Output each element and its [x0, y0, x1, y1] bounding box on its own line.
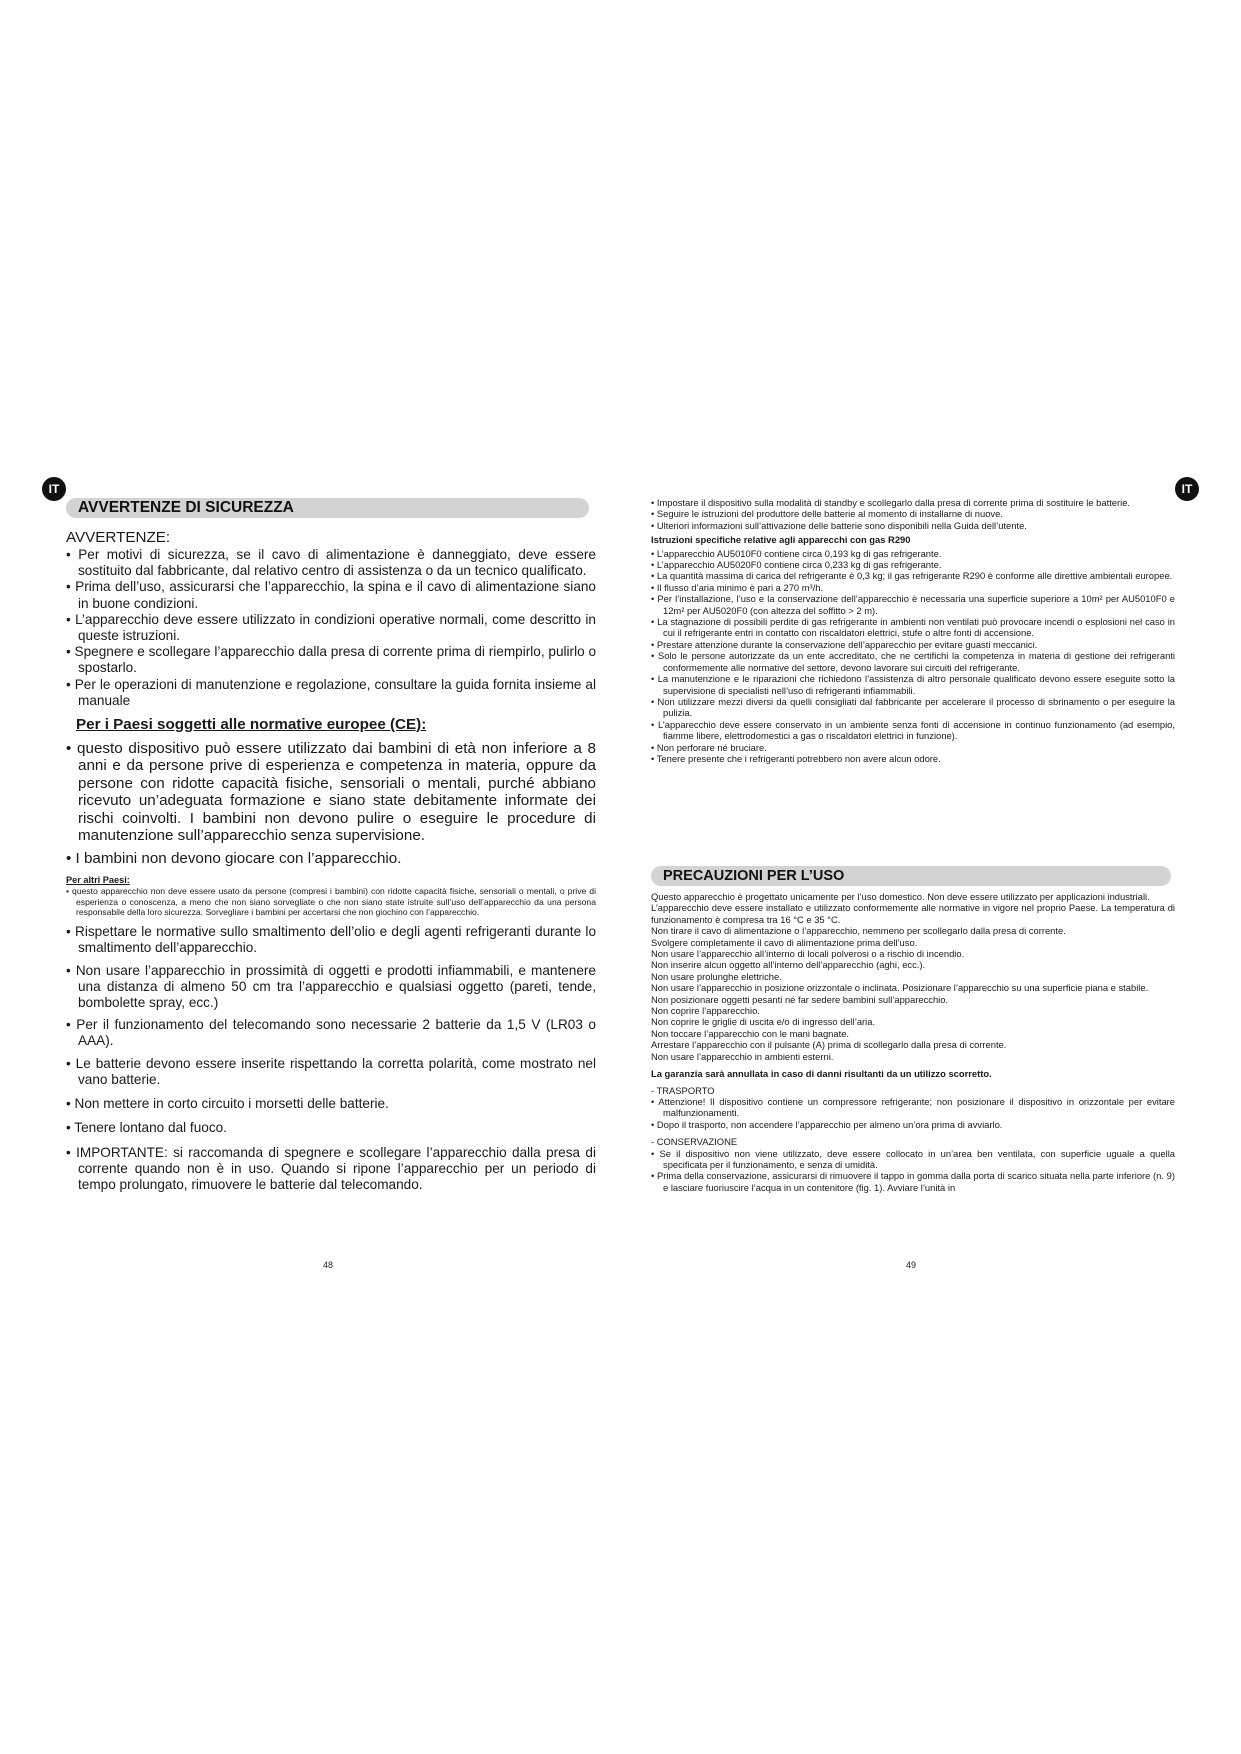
precaution-line: Arrestare l’apparecchio con il pulsante (A) prima di scollegarlo dalla presa di corrente.	[651, 1039, 1007, 1051]
r290-item: • Non utilizzare mezzi diversi da quelli consigliati dal fabbricante per accelerare il processo di sbrinamento o per eseguire la pulizia.	[651, 695, 1175, 719]
safety-item: • Rispettare le normative sullo smaltimento dell’olio e degli agenti refrigeranti durante lo smaltimento dell’apparecchio.	[66, 924, 596, 956]
precaution-line: Non usare l’apparecchio in posizione orizzontale o inclinata. Posizionare l’apparecchio su una superficie piana e stabile.	[651, 982, 1149, 994]
safety-item: • IMPORTANTE: si raccomanda di spegnere e scollegare l’apparecchio dalla presa di corrente quando non è in uso. Quando si ripone l’apparecchio per un periodo di tempo prolungato, rimuovere le batterie dal telecomando.	[66, 1144, 596, 1192]
precaution-line: Non usare prolunghe elettriche.	[651, 970, 782, 982]
language-badge: IT	[1175, 477, 1199, 501]
ce-item: • questo dispositivo può essere utilizzato dai bambini di età non inferiore a 8 anni e da persone prive di esperienza e competenza in materia, oppure da persone con ridotte capacità fisiche, sensoriali o mentali, purché abbiano ricevuto un’adeguata formazione e siano state debitamente informate dei rischi coinvolti. I bambini non devono pulire o eseguire le procedure di manutenzione sull’apparecchio senza supervisione.	[66, 740, 596, 845]
safety-item: • Tenere lontano dal fuoco.	[66, 1120, 227, 1136]
r290-item: • Solo le persone autorizzate da un ente accreditato, che ne certifichi la competenza in materia di gestione dei refrigeranti conformemente alle normative del settore, devono lavorare sui circuiti del refrigerante.	[651, 650, 1175, 673]
precaution-line: Questo apparecchio è progettato unicamente per l’uso domestico. Non deve essere utilizzato per applicazioni industriali.	[651, 891, 1150, 902]
warning-item: • Per motivi di sicurezza, se il cavo di alimentazione è danneggiato, deve essere sostituito dal fabbricante, dal relativo centro di assistenza o da un tecnico qualificato.	[66, 547, 596, 579]
transport-heading: - TRASPORTO	[651, 1084, 715, 1096]
other-countries-heading: Per altri Paesi:	[66, 874, 130, 885]
warranty-note: La garanzia sarà annullata in caso di danni risultanti da un utilizzo scorretto.	[651, 1068, 992, 1080]
precaution-line: Non coprire l’apparecchio.	[651, 1005, 760, 1017]
safety-item: • Per il funzionamento del telecomando sono necessarie 2 batterie da 1,5 V (LR03 o AAA).	[66, 1017, 596, 1049]
precaution-line: Non inserire alcun oggetto all’interno dell’apparecchio (aghi, ecc.).	[651, 959, 926, 971]
warning-item: • Spegnere e scollegare l’apparecchio dalla presa di corrente prima di riempirlo, pulirlo o spostarlo.	[66, 644, 596, 676]
safety-content	[66, 529, 596, 1193]
precaution-line: Svolgere completamente il cavo di alimentazione prima dell’uso.	[651, 936, 918, 948]
transport-item: • Attenzione! Il dispositivo contiene un compressore refrigerante; non posizionare il dispositivo in orizzontale per evitare malfunzionamenti.	[651, 1095, 1175, 1119]
precautions-content	[651, 891, 1175, 1193]
battery-item: • Seguire le istruzioni del produttore delle batterie al momento di installarne di nuove.	[651, 508, 1003, 520]
transport-item: • Dopo il trasporto, non accendere l’apparecchio per almeno un’ora prima di avviarlo.	[651, 1118, 1003, 1130]
precaution-line: Non coprire le griglie di uscita e/o di ingresso dell’aria.	[651, 1016, 876, 1028]
page-number: 49	[906, 1260, 917, 1270]
storage-heading: - CONSERVAZIONE	[651, 1136, 738, 1148]
precaution-line: Non usare l’apparecchio in ambienti esterni.	[651, 1050, 834, 1062]
right-content	[651, 497, 1175, 764]
warnings-heading: AVVERTENZE:	[66, 529, 171, 546]
section-title-safety: AVVERTENZE DI SICUREZZA	[66, 498, 589, 518]
warning-item: • Per le operazioni di manutenzione e regolazione, consultare la guida fornita insieme al manuale	[66, 676, 596, 708]
r290-item: • L’apparecchio deve essere conservato in un ambiente senza fonti di accensione in continuo funzionamento (ad esempio, fiamme libere, elettrodomestici a gas o riscaldatori elettrici in funzione).	[651, 718, 1175, 742]
r290-item: • La stagnazione di possibili perdite di gas refrigerante in ambienti non ventilati può provocare incendi o esplosioni nel caso in cui il refrigerante entri in contatto con riscaldatori elettrici, stufe o altre fonti di accensione.	[651, 616, 1175, 639]
r290-item: • L’apparecchio AU5020F0 contiene circa 0,233 kg di gas refrigerante.	[651, 559, 942, 571]
precaution-line: L’apparecchio deve essere installato e utilizzato conformemente alle normative in vigore nel proprio Paese. La temperatura di funzionamento è compresa tra 16 °C e 35 °C.	[651, 902, 1175, 925]
r290-item: • Prestare attenzione durante la conservazione dell’apparecchio per evitare guasti meccanici.	[651, 638, 1038, 650]
precaution-line: Non posizionare oggetti pesanti né far sedere bambini sull’apparecchio.	[651, 993, 949, 1005]
ce-item: • I bambini non devono giocare con l’apparecchio.	[66, 850, 402, 868]
other-countries-item: • questo apparecchio non deve essere usato da persone (compresi i bambini) con ridotte capacità fisiche, sensoriali o mentali, o prive di esperienza o conoscenza, a meno che non siano sorvegliate o che non siano state istruite sull’uso dell’apparecchio da una persona responsabile della loro sicurezza. Sorvegliare i bambini per accertarsi che non giochino con l’apparecchio.	[66, 885, 596, 918]
safety-item: • Non usare l’apparecchio in prossimità di oggetti e prodotti infiammabili, e mantenere una distanza di almeno 50 cm tra l’apparecchio e qualsiasi oggetto (pareti, tende, bombolette spray, ecc.)	[66, 962, 596, 1011]
battery-item: • Ulteriori informazioni sull’attivazione delle batterie sono disponibili nella Guida dell’utente.	[651, 519, 1027, 531]
r290-item: • Tenere presente che i refrigeranti potrebbero non avere alcun odore.	[651, 752, 941, 764]
r290-item: • L’apparecchio AU5010F0 contiene circa 0,193 kg di gas refrigerante.	[651, 547, 942, 559]
warning-item: • L’apparecchio deve essere utilizzato in condizioni operative normali, come descritto in queste istruzioni.	[66, 611, 596, 644]
r290-heading: Istruzioni specifiche relative agli apparecchi con gas R290	[651, 534, 911, 546]
storage-item: • Prima della conservazione, assicurarsi di rimuovere il tappo in gomma dalla porta di scarico situata nella parte inferiore (n. 9) e lasciare fuoriuscire l’acqua in un contenitore (fig. 1). Avviare l’unità in	[651, 1170, 1175, 1193]
precaution-line: Non tirare il cavo di alimentazione o l’apparecchio, nemmeno per scollegarlo dalla presa di corrente.	[651, 925, 1066, 937]
safety-item: • Non mettere in corto circuito i morsetti delle batterie.	[66, 1096, 389, 1112]
battery-item: • Impostare il dispositivo sulla modalità di standby e scollegarlo dalla presa di corrente prima di sostituire le batterie.	[651, 497, 1131, 508]
section-title-precautions: PRECAUZIONI PER L’USO	[651, 866, 1171, 886]
r290-item: • La quantità massima di carica del refrigerante è 0,3 kg; il gas refrigerante R290 è conforme alle direttive ambientali europee.	[651, 570, 1173, 582]
safety-item: • Le batterie devono essere inserite rispettando la corretta polarità, come mostrato nel vano batterie.	[66, 1055, 596, 1087]
r290-item: • Per l’installazione, l’uso e la conservazione dell’apparecchio è necessaria una superficie superiore a 10m² per AU5010F0 e 12m² per AU5020F0 (con altezza del soffitto > 2 m).	[651, 593, 1175, 616]
warning-item: • Prima dell’uso, assicurarsi che l’apparecchio, la spina e il cavo di alimentazione siano in buone condizioni.	[66, 579, 596, 611]
r290-item: • Non perforare né bruciare.	[651, 741, 767, 753]
r290-item: • Il flusso d’aria minimo è pari a 270 m³/h.	[651, 581, 824, 593]
language-badge: IT	[42, 477, 66, 501]
ce-heading: Per i Paesi soggetti alle normative europee (CE):	[76, 716, 427, 734]
page-number: 48	[323, 1260, 334, 1270]
r290-item: • La manutenzione e le riparazioni che richiedono l’assistenza di altro personale qualificato devono essere eseguite sotto la supervisione di specialisti nell’uso di refrigeranti infiammabili.	[651, 673, 1175, 696]
precaution-line: Non toccare l’apparecchio con le mani bagnate.	[651, 1027, 850, 1039]
precaution-line: Non usare l’apparecchio all’interno di locali polverosi o a rischio di incendio.	[651, 948, 965, 960]
storage-item: • Se il dispositivo non viene utilizzato, deve essere collocato in un’area ben ventilata, con superficie uguale a quella specificata per il funzionamento, e senza di umidità.	[651, 1147, 1175, 1170]
